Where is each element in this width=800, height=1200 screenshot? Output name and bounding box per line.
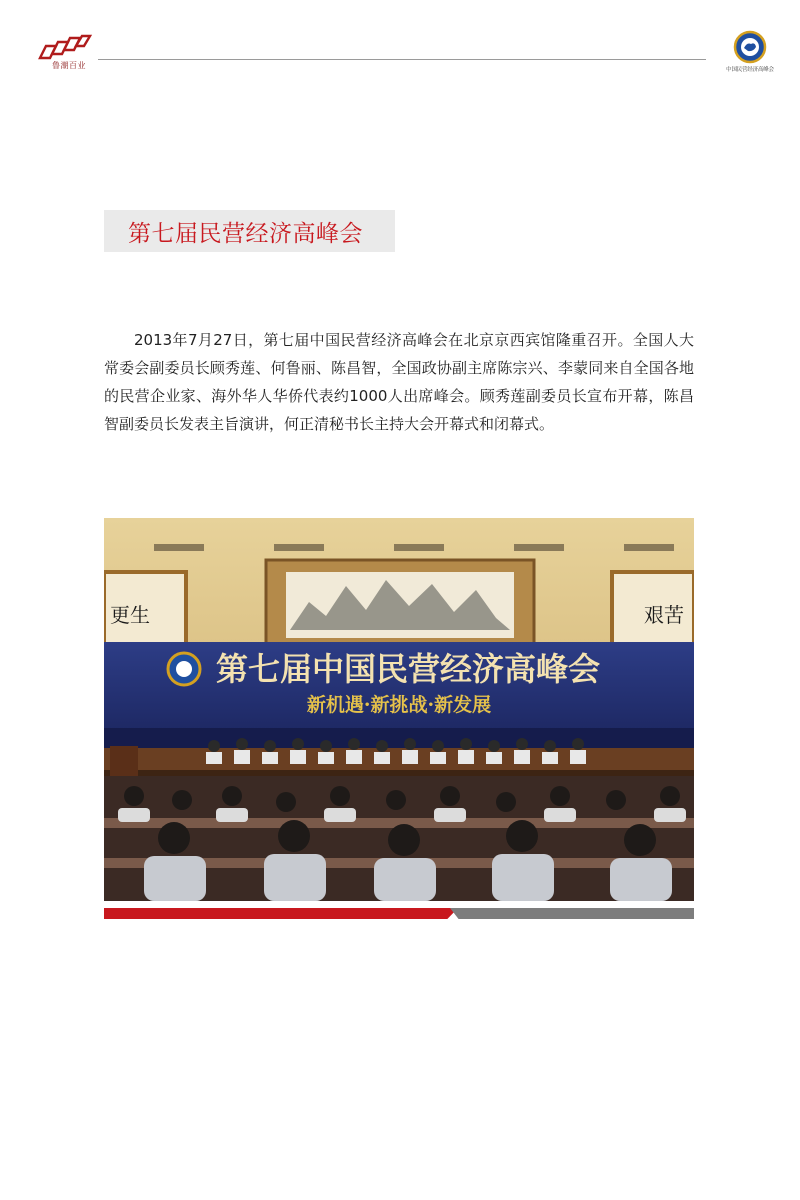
banner-title: 第七届中国民营经济高峰会 — [216, 650, 601, 688]
right-logo — [722, 30, 778, 80]
conference-photo-illustration — [104, 518, 694, 901]
banner-slogan: 新机遇·新挑战·新发展 — [306, 694, 492, 716]
calligraphy-left: 更生 — [110, 603, 150, 627]
header-divider — [98, 59, 706, 60]
article-paragraph: 2013年7月27日，第七届中国民营经济高峰会在北京京西宾馆隆重召开。全国人大常委会副委员长顾秀莲、何鲁丽、陈昌智，全国政协副主席陈宗兴、李蒙同来自全国各地的民营企业家、海外华人华侨代表约1000人出席峰会。顾秀莲副委员长宣布开幕，陈昌智副委员长发表主旨演讲，何正清秘书长主持大会开幕式和闭幕式。 — [104, 331, 694, 433]
summit-emblem-icon — [733, 30, 767, 64]
right-logo-text: 中国民营经济高峰会 — [726, 67, 774, 73]
accent-bar-red — [104, 908, 458, 919]
left-logo-text: 鲁潮百业 — [52, 61, 86, 70]
conference-photo — [104, 518, 694, 901]
accent-bar-gray — [450, 908, 694, 919]
calligraphy-right: 艰苦 — [644, 603, 684, 627]
section-title: 第七届民营经济高峰会 — [128, 220, 363, 247]
section-title-box — [104, 210, 395, 252]
